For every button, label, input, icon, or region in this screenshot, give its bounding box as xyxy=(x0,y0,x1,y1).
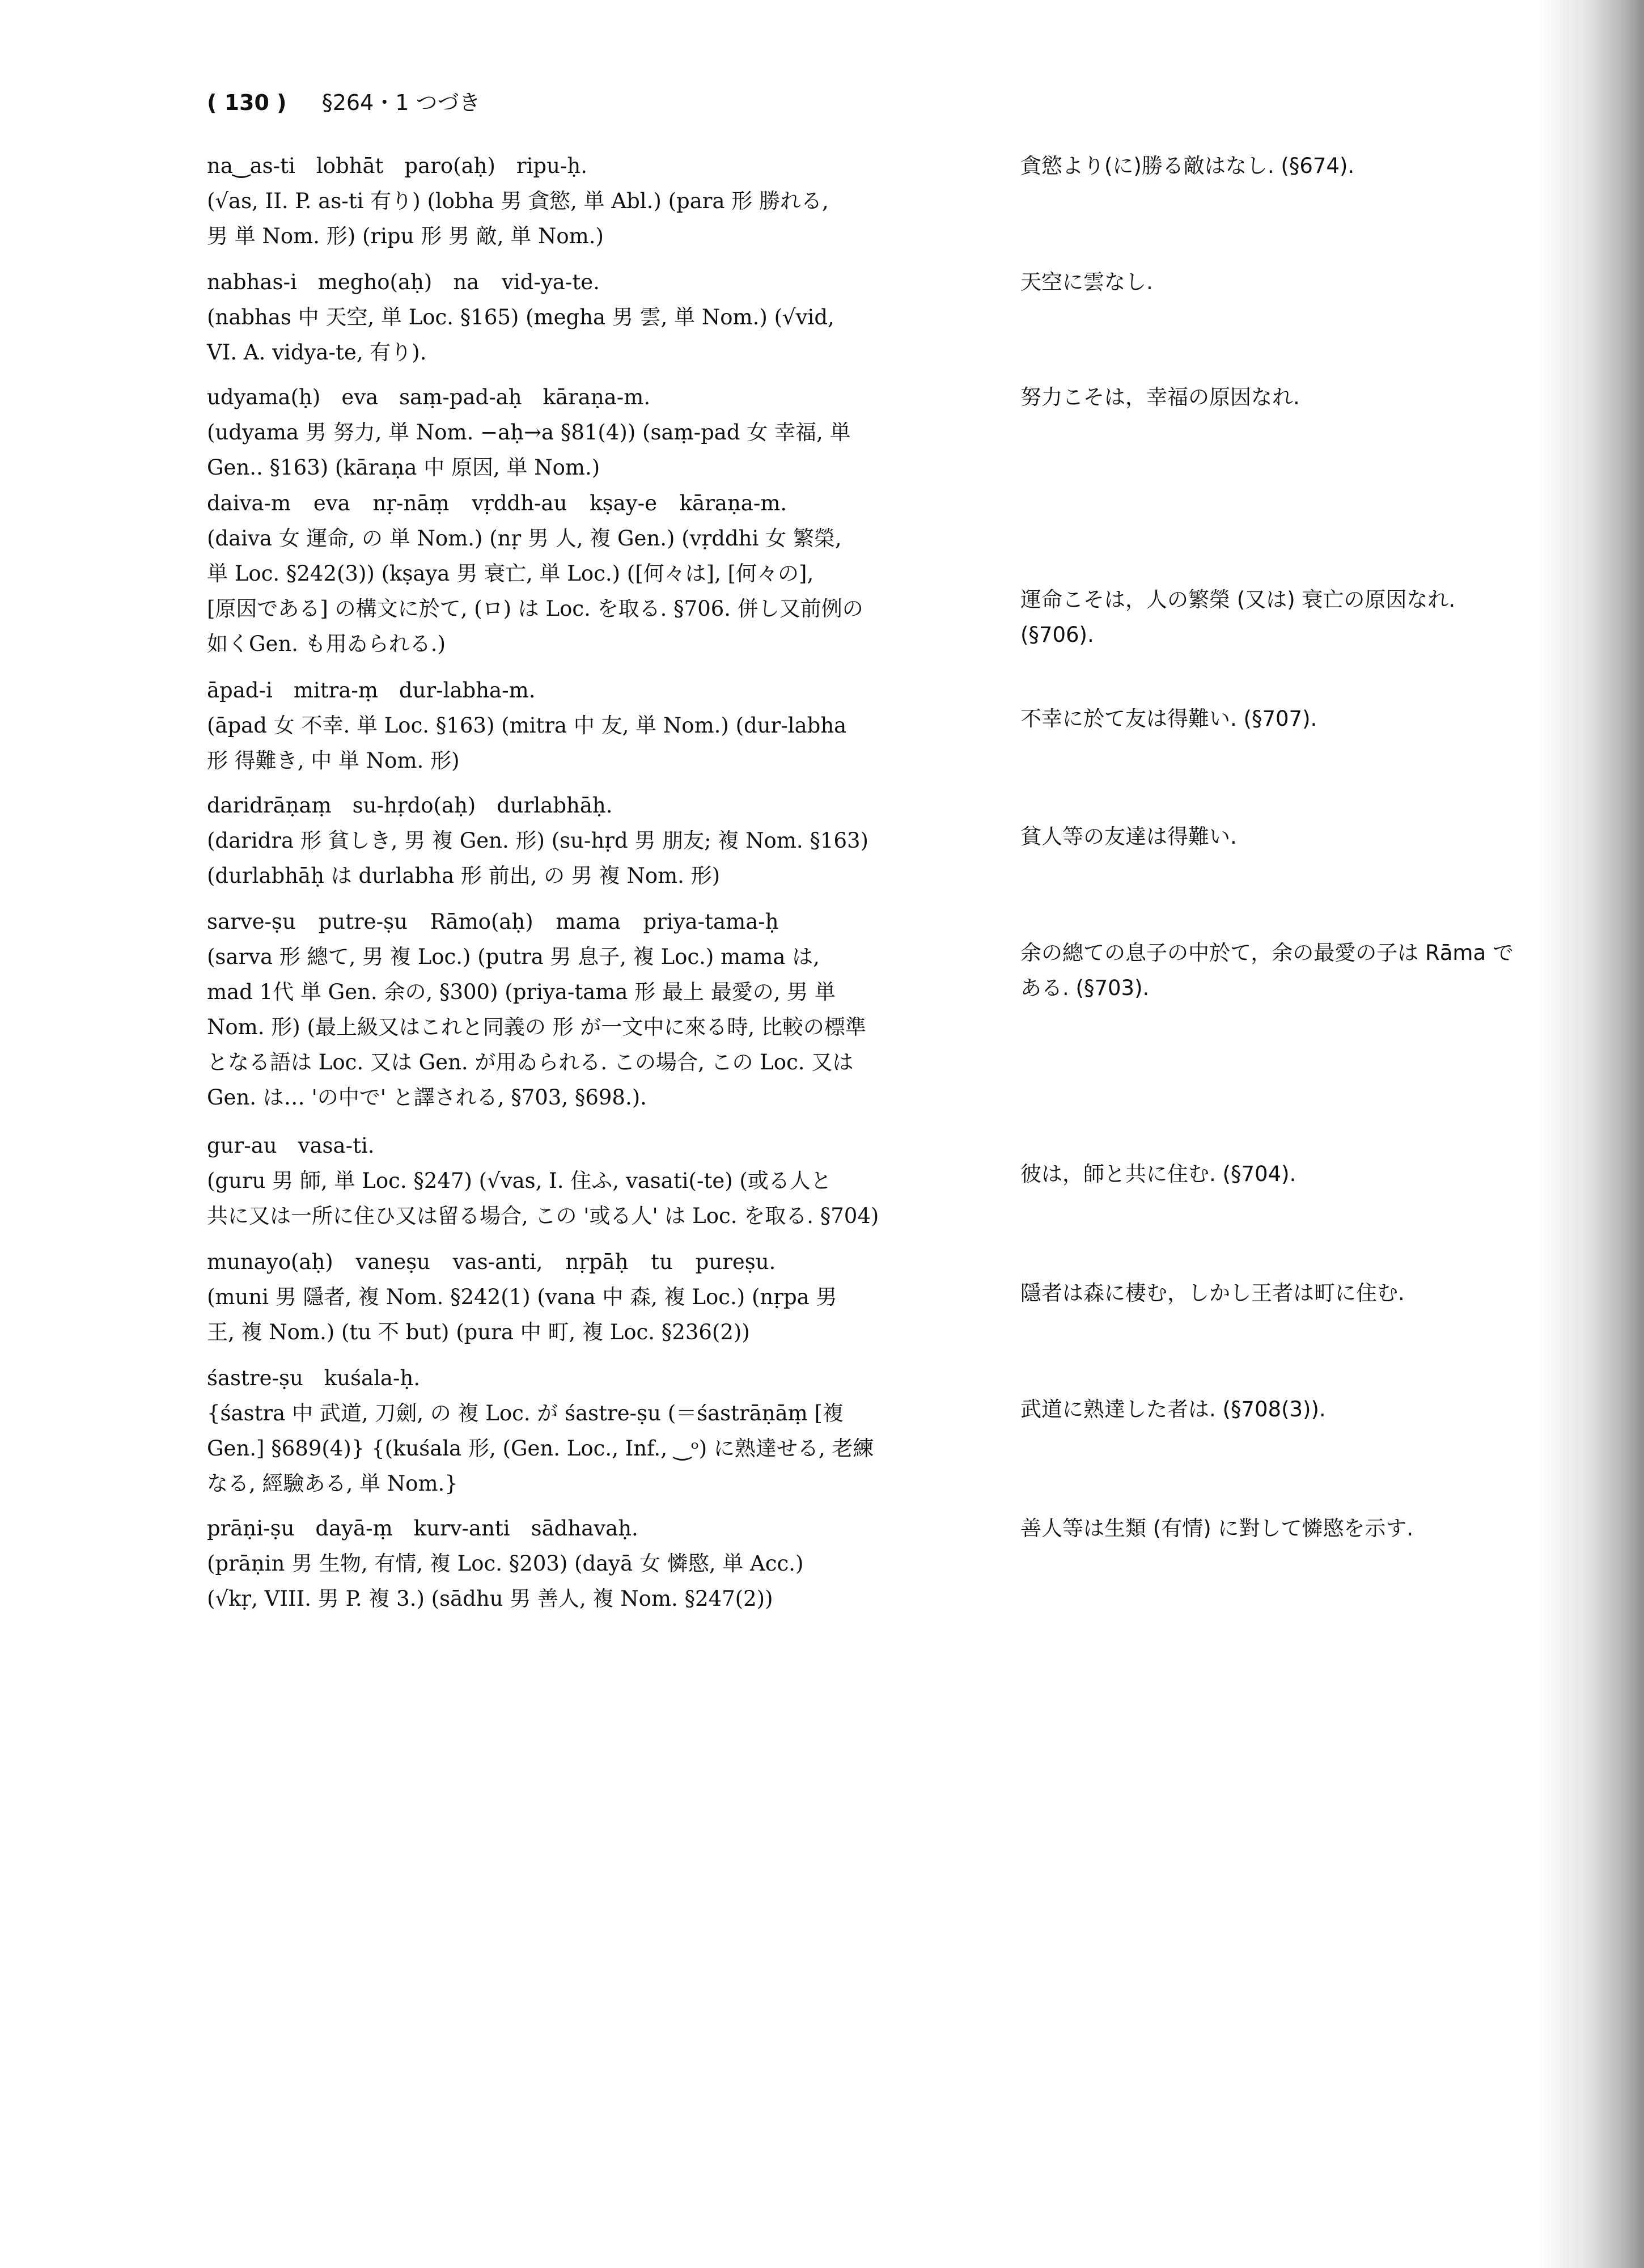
gloss-line: 如くGen. も用ゐられる.) xyxy=(207,632,446,656)
japanese-translation: 貧人等の友達は得難い. xyxy=(1020,824,1237,849)
gloss-line: 男 単 Nom. 形) (ripu 形 男 敵, 単 Nom.) xyxy=(207,224,604,248)
sanskrit-sentence: sarve-ṣu putre-ṣu Rāmo(aḥ) mama priya-tama-ḥ xyxy=(207,909,779,934)
gloss-line: 単 Loc. §242(3)) (kṣaya 男 衰亡, 単 Loc.) ([何々は], [何々の], xyxy=(207,561,814,586)
gloss-line: (√kṛ, VIII. 男 P. 複 3.) (sādhu 男 善人, 複 Nom. §247(2)) xyxy=(207,1586,773,1611)
gloss-line: (udyama 男 努力, 単 Nom. −aḥ→a §81(4)) (saṃ-pad 女 幸福, 単 xyxy=(207,420,851,445)
sanskrit-sentence: munayo(aḥ) vaneṣu vas-anti, nṛpāḥ tu pureṣu. xyxy=(207,1250,776,1274)
japanese-translation: 彼は，師と共に住む. (§704). xyxy=(1020,1162,1296,1186)
page-edge-shadow xyxy=(1536,0,1644,2268)
sanskrit-sentence: āpad-i mitra-ṃ dur-labha-m. xyxy=(207,678,536,703)
gloss-line: 形 得難き, 中 単 Nom. 形) xyxy=(207,748,460,773)
sanskrit-sentence: gur-au vasa-ti. xyxy=(207,1133,375,1158)
sanskrit-sentence: śastre-ṣu kuśala-ḥ. xyxy=(207,1366,421,1390)
japanese-translation: 貪慾より(に)勝る敵はなし. (§674). xyxy=(1020,154,1355,178)
gloss-line: (nabhas 中 天空, 単 Loc. §165) (megha 男 雲, 単 Nom.) (√vid, xyxy=(207,305,834,329)
gloss-line: (durlabhāḥ は durlabha 形 前出, の 男 複 Nom. 形) xyxy=(207,864,721,888)
page-header xyxy=(207,85,481,116)
gloss-line: VI. A. vidya-te, 有り). xyxy=(207,340,427,365)
japanese-translation: 善人等は生類 (有情) に對して憐愍を示す. xyxy=(1020,1516,1414,1541)
gloss-line: mad 1代 単 Gen. 余の, §300) (priya-tama 形 最上 最愛の, 男 単 xyxy=(207,980,836,1004)
sanskrit-sentence: nabhas-i megho(aḥ) na vid-ya-te. xyxy=(207,270,600,294)
gloss-line: (guru 男 師, 単 Loc. §247) (√vas, I. 住ふ, vasati(-te) (或る人と xyxy=(207,1169,832,1193)
gloss-line: となる語は Loc. 又は Gen. が用ゐられる. この場合, この Loc. 又は xyxy=(207,1050,854,1074)
gloss-line: Gen. は… 'の中で' と譯される, §703, §698.). xyxy=(207,1085,647,1110)
japanese-translation: 武道に熟達した者は. (§708(3)). xyxy=(1020,1397,1326,1421)
gloss-line: 王, 複 Nom.) (tu 不 but) (pura 中 町, 複 Loc. §236(2)) xyxy=(207,1320,750,1344)
sanskrit-sentence: udyama(ḥ) eva saṃ-pad-aḥ kāraṇa-m. xyxy=(207,385,651,409)
gloss-line: 共に又は一所に住ひ又は留る場合, この '或る人' は Loc. を取る. §704) xyxy=(207,1204,879,1228)
section-label: §264・1 つづき xyxy=(321,90,481,115)
gloss-line: (āpad 女 不幸. 単 Loc. §163) (mitra 中 友, 単 Nom.) (dur-labha xyxy=(207,713,847,738)
japanese-translation: 隱者は森に棲む，しかし王者は町に住む. xyxy=(1020,1281,1405,1305)
gloss-line: (muni 男 隱者, 複 Nom. §242(1) (vana 中 森, 複 Loc.) (nṛpa 男 xyxy=(207,1285,837,1309)
gloss-line: なる, 經驗ある, 単 Nom.} xyxy=(207,1471,458,1496)
sanskrit-sentence: na‿as-ti lobhāt paro(aḥ) ripu-ḥ. xyxy=(207,154,588,178)
gloss-line: (√as, II. P. as-ti 有り) (lobha 男 貪慾, 単 Abl.) (para 形 勝れる, xyxy=(207,189,829,213)
sanskrit-sentence: prāṇi-ṣu dayā-ṃ kurv-anti sādhavaḥ. xyxy=(207,1516,638,1541)
gloss-line: [原因である] の構文に於て, (ロ) は Loc. を取る. §706. 併し又前例の xyxy=(207,596,863,621)
gloss-line: {śastra 中 武道, 刀劍, の 複 Loc. が śastre-ṣu (＝śastrāṇāṃ [複 xyxy=(207,1401,844,1425)
gloss-line: Gen.] §689(4)} {(kuśala 形, (Gen. Loc., Inf., ‿ᵒ) に熟達せる, 老練 xyxy=(207,1436,874,1461)
gloss-line: (prāṇin 男 生物, 有情, 複 Loc. §203) (dayā 女 憐愍, 単 Acc.) xyxy=(207,1551,804,1576)
japanese-translation: 運命こそは，人の繁榮 (又は) 衰亡の原因なれ. (§706). xyxy=(1020,587,1456,647)
japanese-translation: 余の總ての息子の中於て，余の最愛の子は Rāma である. (§703). xyxy=(1020,941,1514,1000)
sanskrit-sentence: daridrāṇaṃ su-hṛdo(aḥ) durlabhāḥ. xyxy=(207,793,613,818)
gloss-line: (daridra 形 貧しき, 男 複 Gen. 形) (su-hṛd 男 朋友; 複 Nom. §163) xyxy=(207,828,868,853)
gloss-line: Nom. 形) (最上級又はこれと同義の 形 が一文中に來る時, 比較の標準 xyxy=(207,1015,866,1039)
gloss-line: (daiva 女 運命, の 単 Nom.) (nṛ 男 人, 複 Gen.) (vṛddhi 女 繁榮, xyxy=(207,526,842,551)
japanese-translation: 天空に雲なし. xyxy=(1020,270,1153,294)
gloss-line: (sarva 形 總て, 男 複 Loc.) (putra 男 息子, 複 Loc.) mama は, xyxy=(207,945,820,969)
japanese-translation: 努力こそは，幸福の原因なれ. xyxy=(1020,385,1300,409)
japanese-translation: 不幸に於て友は得難い. (§707). xyxy=(1020,706,1317,731)
gloss-line: Gen.. §163) (kāraṇa 中 原因, 単 Nom.) xyxy=(207,455,600,480)
sanskrit-sentence: daiva-m eva nṛ-nāṃ vṛddh-au kṣay-e kāraṇa-m. xyxy=(207,491,787,515)
page-number: ( 130 ) xyxy=(207,90,287,115)
